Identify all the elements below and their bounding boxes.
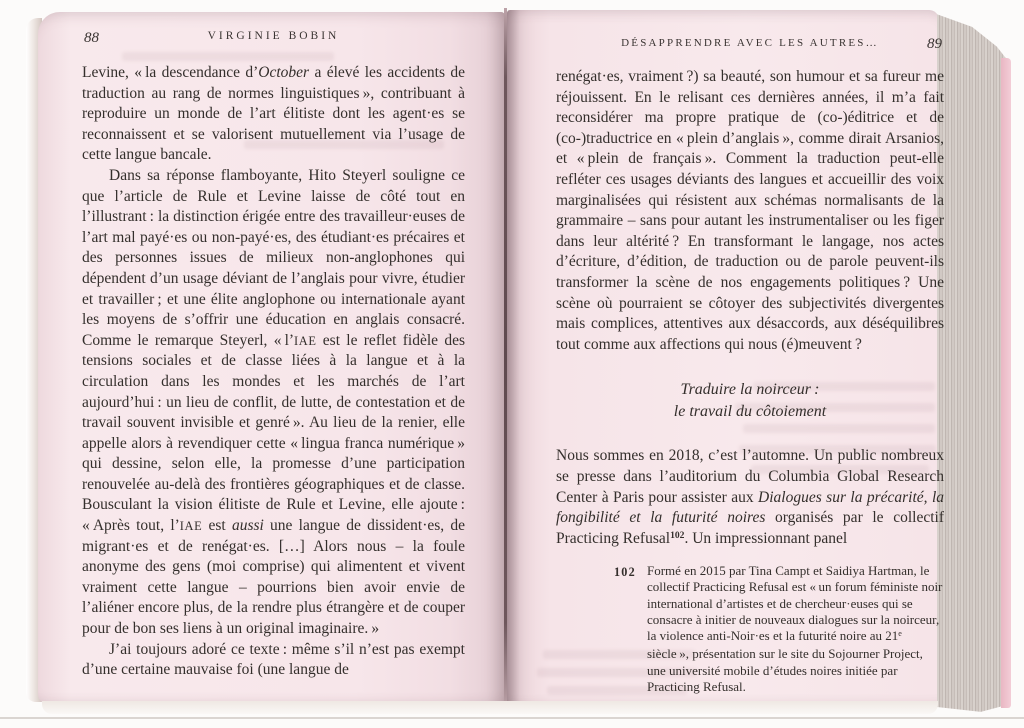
bottom-page-edge: [42, 701, 938, 714]
fore-edge-page-stack: [937, 10, 1010, 714]
page-number-left: 88: [84, 30, 99, 46]
paragraph: Dans sa réponse flamboyante, Hito Steyerl souligne ce que l’article de Rule et Levine laisse de côté tout en l’illustrant : la distinction érigée entre des travailleur·euses de l’art mal payé·es ou non-payé·es, des étudiant·es précaires et des personnes issues de milieux non-anglophones qui dépendent d’un usage déviant de l’anglais pour vivre, étudier et travailler ; et une élite anglophone ou internationale ayant les moyens de s’offrir une éducation en anglais consacré. Comme le remarque Steyerl, « l’IAE est le reflet fidèle des tensions sociales et de classe liées à la langue et à la circulation dans les mondes et les marchés de l’art aujourd’hui : un lieu de conflit, de lutte, de contestation et de travail souvent invisible et genré ». Au lieu de la renier, elle appelle alors à revendiquer cette « lingua franca numérique » qui dessine, selon elle, la promesse d’une participation renouvelée au-delà des frontières géographiques et de classe. Bousculant la vision élitiste de Rule et Levine, elle ajoute : « Après tout, l’IAE est aussi une langue de dissident·es, de migrant·es et de renégat·es. […] Alors nous – la foule anonyme des gens (moi comprise) qui alimentent et vivent vraiment cette langue – pourrions bien avoir envie de l’aliéner encore plus, de la rendre plus étrangère et de couper pour de bon ses liens à un original imaginaire. »: [82, 166, 465, 638]
right-running-head-row: [556, 34, 944, 56]
section-heading: [556, 379, 944, 422]
left-page-content: [82, 30, 465, 692]
photo-bottom-line: [0, 717, 1024, 719]
cover-edge: [1001, 58, 1011, 708]
footnote-number: 102: [614, 565, 636, 580]
paragraph: Levine, « la descendance d’October a élevé les accidents de traduction au rang de normes linguistiques », contribuant à reproduire un monde de l’art élitiste dont les agent·es se reconnaissent et se valorisent mutuellement via l’usage de cette langue bancale.: [82, 64, 465, 164]
paragraph: renégat·es, vraiment ?) sa beauté, son humour et sa fureur me réjouissent. En le relisant ces dernières années, il m’a fait reconsidérer ma propre pratique de (co-)éditrice et de (co-)traductrice en « plein d’anglais », comme dirait Arsanios, et « plein de français ». Comment la traduction peut-elle refléter ces usages déviants des langues et accueillir des voix marginalisées qui résistent aux schémas normalisants de la grammaire – sans pour autant les instrumentaliser ou les figer dans leur altérité ? En transformant le langage, nos actes d’écriture, d’édition, de traduction ou de parole peuvent-ils transformer la scène de nos engagements politiques ? Une scène où pourraient se côtoyer des subjectivités divergentes mais complices, attentives aux désaccords, aux déséquilibres tout comme aux affections qui nous (é)meuvent ?: [556, 68, 944, 353]
paragraph: J’ai toujours adoré ce texte : même s’il n’est pas exempt d’une certaine mauvaise foi (une langue de: [82, 640, 465, 679]
running-header-right: DÉSAPPRENDRE AVEC LES AUTRES…: [621, 37, 879, 49]
paragraph: Nous sommes en 2018, c’est l’automne. Un public nombreux se presse dans l’auditorium du Columbia Global Research Center à Paris pour assister aux Dialogues sur la précarité, la fongibilité et la futurité noires organisés par le collectif Practicing Refusal$^{102}$. Un impressionnant panel: [556, 447, 944, 547]
right-body-text: [556, 67, 944, 695]
footnote-text: Formé en 2015 par Tina Campt et Saidiya Hartman, le collectif Practicing Refusal est « un forum féministe noir international d’artistes et de chercheur·euses qui se consacre à initier de nouveaux dialogues sur la noirceur, la violence anti-Noir·es et la futurité noire au 21e siècle », présentation sur le site du Sojourner Project, une université mobile d’études noires initiée par Practicing Refusal.: [647, 563, 943, 694]
footnote: [614, 563, 944, 695]
right-page-content: [556, 34, 944, 702]
page-number-right: 89: [927, 36, 942, 52]
section-heading-line1: Traduire la noirceur :: [680, 381, 820, 399]
left-body-text: [82, 63, 465, 681]
left-running-head-row: [82, 30, 465, 52]
section-heading-line2: le travail du côtoiement: [673, 402, 827, 420]
running-header-left: VIRGINIE BOBIN: [207, 30, 340, 42]
